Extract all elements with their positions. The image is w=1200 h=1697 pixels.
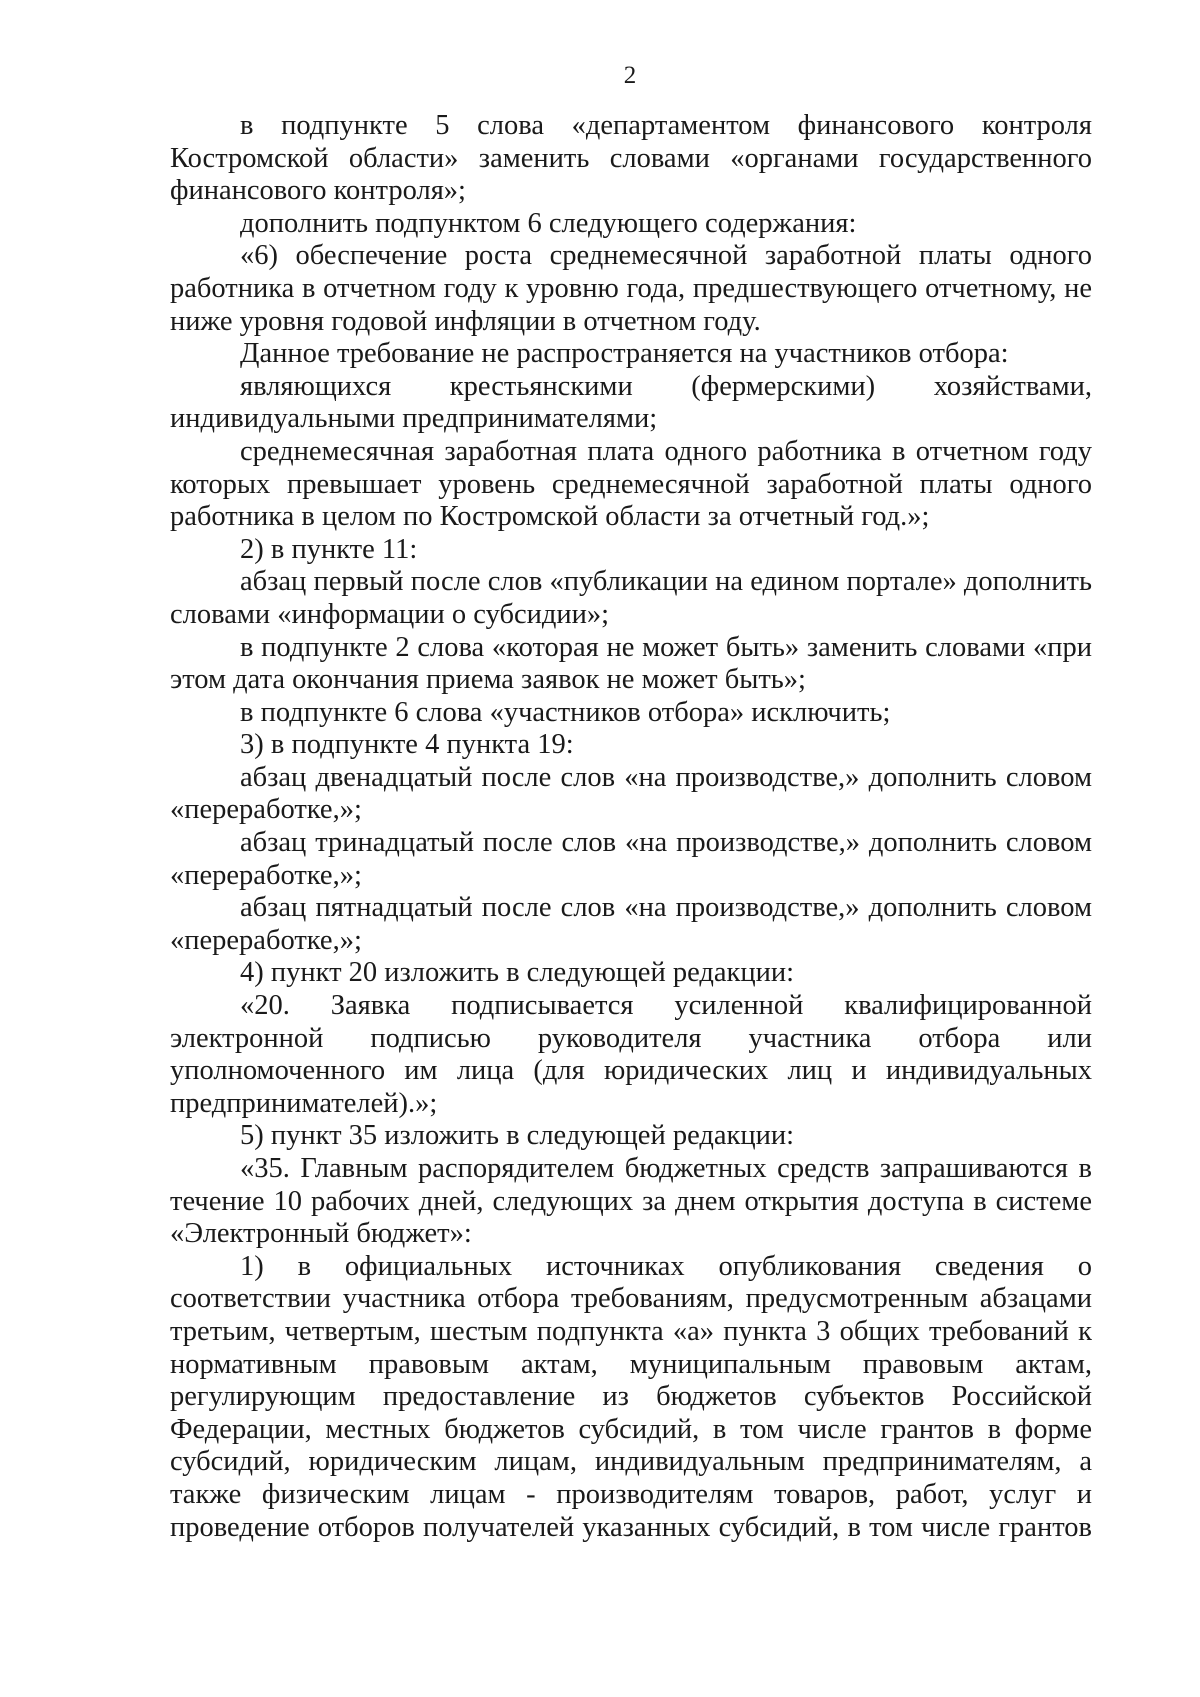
paragraph-12: абзац двенадцатый после слов «на производстве,» дополнить словом «переработке,»; — [170, 761, 1092, 826]
paragraph-1: в подпункте 5 слова «департаментом финансового контроля Костромской области» заменить словами «органами государственного финансового контроля»; — [170, 110, 1092, 207]
paragraph-15: 4) пункт 20 изложить в следующей редакции: — [240, 957, 795, 989]
paragraph-2: дополнить подпунктом 6 следующего содержания: — [240, 207, 857, 239]
paragraph-5: являющихся крестьянскими (фермерскими) хозяйствами, индивидуальными предпринимателями; — [170, 370, 1092, 435]
paragraph-13: абзац тринадцатый после слов «на производстве,» дополнить словом «переработке,»; — [170, 827, 1092, 891]
paragraph-3: «6) обеспечение роста среднемесячной заработной платы одного работника в отчетном году к уровню года, предшествующего отчетному, не ниже уровня годовой инфляции в отчетном году. — [170, 240, 1092, 337]
paragraph-16: «20. Заявка подписывается усиленной квалифицированной электронной подписью руководителя участника отбора или уполномоченного им лица (для юридических лиц и индивидуальных предпринимателей).»; — [170, 990, 1092, 1119]
paragraph-10: в подпункте 6 слова «участников отбора» исключить; — [240, 696, 891, 728]
paragraph-18: «35. Главным распорядителем бюджетных средств запрашиваются в течение 10 рабочих дней, следующих за днем открытия доступа в системе «Электронный бюджет»: — [170, 1153, 1092, 1250]
document-body — [170, 110, 1092, 1544]
paragraph-9: в подпункте 2 слова «которая не может быть» заменить словами «при этом дата окончания приема заявок не может быть»; — [170, 631, 1092, 696]
paragraph-6: среднемесячная заработная плата одного работника в отчетном году которых превышает уровень среднемесячной заработной платы одного работника в целом по Костромской области за отчетный год.»; — [170, 435, 1092, 533]
paragraph-7: 2) в пункте 11: — [240, 533, 418, 565]
paragraph-14: абзац пятнадцатый после слов «на производстве,» дополнить словом «переработке,»; — [170, 892, 1092, 956]
paragraph-17: 5) пункт 35 изложить в следующей редакции: — [240, 1120, 795, 1152]
paragraph-11: 3) в подпункте 4 пункта 19: — [240, 729, 574, 761]
paragraph-19: 1) в официальных источниках опубликования сведения о соответствии участника отбора требованиям, предусмотренным абзацами третьим, четвертым, шестым подпункта «а» пункта 3 общих требований к нормативным правовым актам, муниципальным правовым актам, регулирующим предоставление из бюджетов субъектов Российской Федерации, местных бюджетов субсидий, в том числе грантов в форме субсидий, юридическим лицам, индивидуальным предпринимателям, а также физическим лицам - производителям товаров, работ, услуг и проведение отборов получателей указанных субсидий, в том числе грантов — [170, 1250, 1092, 1543]
page-number: 2 — [623, 62, 637, 89]
paragraph-8: абзац первый после слов «публикации на едином портале» дополнить словами «информации о субсидии»; — [170, 566, 1092, 630]
paragraph-4: Данное требование не распространяется на участников отбора: — [240, 338, 1009, 370]
